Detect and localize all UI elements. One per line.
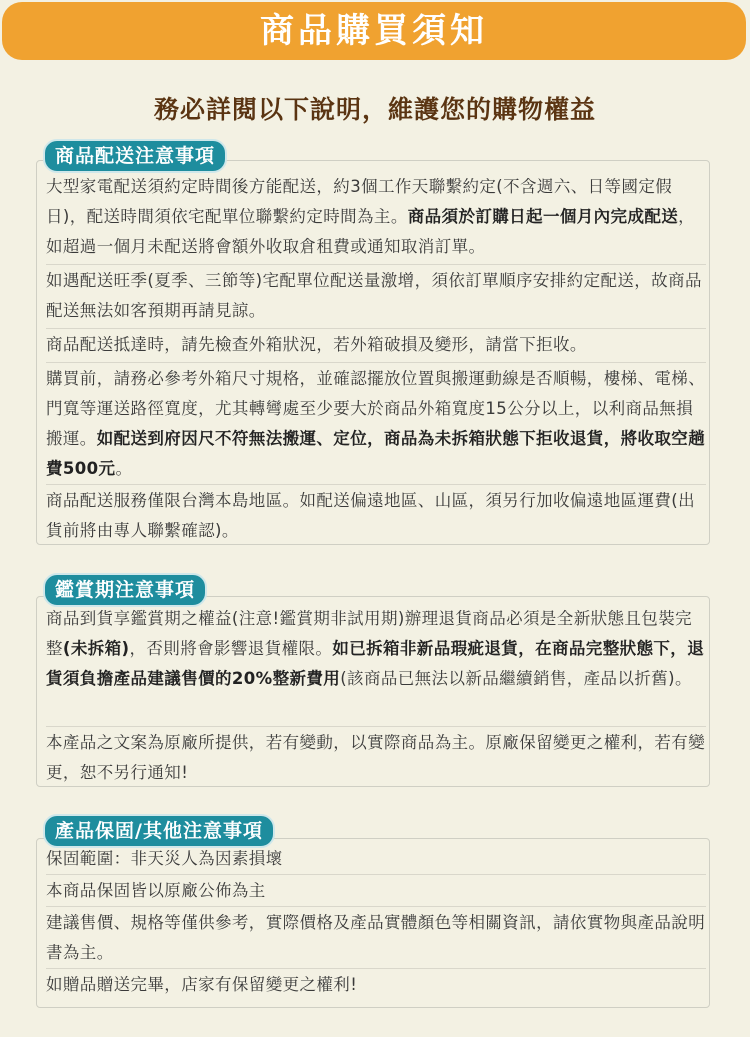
delivery-p1-text-end: ，如超過一個月未配送將會額外收取倉租費或通知取消訂單。 (46, 207, 696, 256)
divider (46, 906, 706, 907)
delivery-p1-text: 大型家電配送須約定時間後方能配送，約3個工作天聯繫約定(不含週六、日等國定假日)，配送時間須依宅配單位聯繫約定時間為主。 (46, 177, 673, 226)
divider (46, 968, 706, 969)
delivery-paragraph-2: 如遇配送旺季(夏季、三節等)宅配單位配送量激增，須依訂單順序安排約定配送，故商品配送無法如客預期再請見諒。 (46, 271, 702, 320)
divider (46, 264, 706, 265)
delivery-p1-bold: 商品須於訂購日起一個月內完成配送 (407, 207, 679, 226)
appreciation-p1-text: 商品到貨享鑑賞期之權益(注意!鑑賞期非試用期)辦理退貨商品必須是全新狀態且包裝完整 (46, 609, 692, 658)
delivery-paragraph-3: 商品配送抵達時，請先檢查外箱狀況，若外箱破損及變形，請當下拒收。 (46, 335, 587, 354)
warranty-line-3: 建議售價、規格等僅供參考，實際價格及產品實體顏色等相關資訊，請依實物與產品說明書為主。 (46, 913, 706, 962)
section-warranty-title: 產品保固/其他注意事項 (43, 814, 275, 848)
appreciation-p1-bold-2: 如已拆箱非新品瑕疵退貨，在商品完整狀態下，退貨須負擔產品建議售價的20%整新費用 (46, 639, 705, 688)
subtitle: 務必詳閱以下說明，維護您的購物權益 (153, 95, 596, 124)
delivery-paragraph-5: 商品配送服務僅限台灣本島地區。如配送偏遠地區、山區，須另行加收偏遠地區運費(出貨前將由專人聯繫確認)。 (46, 491, 696, 540)
divider (46, 726, 706, 727)
appreciation-p1-text-mid: ，否則將會影響退貨權限。 (129, 639, 333, 658)
divider (46, 484, 706, 485)
divider (46, 328, 706, 329)
divider (46, 874, 706, 875)
appreciation-paragraph-2: 本產品之文案為原廠所提供，若有變動，以實際商品為主。原廠保留變更之權利，若有變更，恕不另行通知! (46, 733, 706, 782)
section-delivery-title: 商品配送注意事項 (43, 139, 227, 173)
page-title: 商品購買須知 (2, 2, 746, 60)
warranty-line-2: 本商品保固皆以原廠公佈為主 (46, 881, 266, 900)
warranty-line-4: 如贈品贈送完畢，店家有保留變更之權利! (46, 975, 358, 994)
section-appreciation-title: 鑑賞期注意事項 (43, 573, 207, 607)
delivery-p4-text-end: 。 (115, 459, 133, 478)
appreciation-p1-text-end: (該商品已無法以新品繼續銷售，產品以折舊)。 (340, 669, 692, 688)
divider (46, 362, 706, 363)
delivery-p4-bold: 如配送到府因尺不符無法搬運、定位，商品為未拆箱狀態下拒收退貨，將收取空趟費500元 (46, 429, 706, 478)
appreciation-p1-bold-1: (未拆箱) (62, 639, 130, 658)
delivery-p4-text: 購買前，請務必參考外箱尺寸規格，並確認擺放位置與搬運動線是否順暢，樓梯、電梯、門寬等運送路徑寬度，尤其轉彎處至少要大於商品外箱寬度15公分以上，以利商品無損搬運。 (46, 369, 706, 448)
delivery-paragraph-1 (46, 172, 706, 262)
appreciation-paragraph-1 (46, 604, 706, 694)
warranty-line-1: 保固範圍：非天災人為因素損壞 (46, 849, 283, 868)
delivery-paragraph-4 (46, 364, 706, 484)
